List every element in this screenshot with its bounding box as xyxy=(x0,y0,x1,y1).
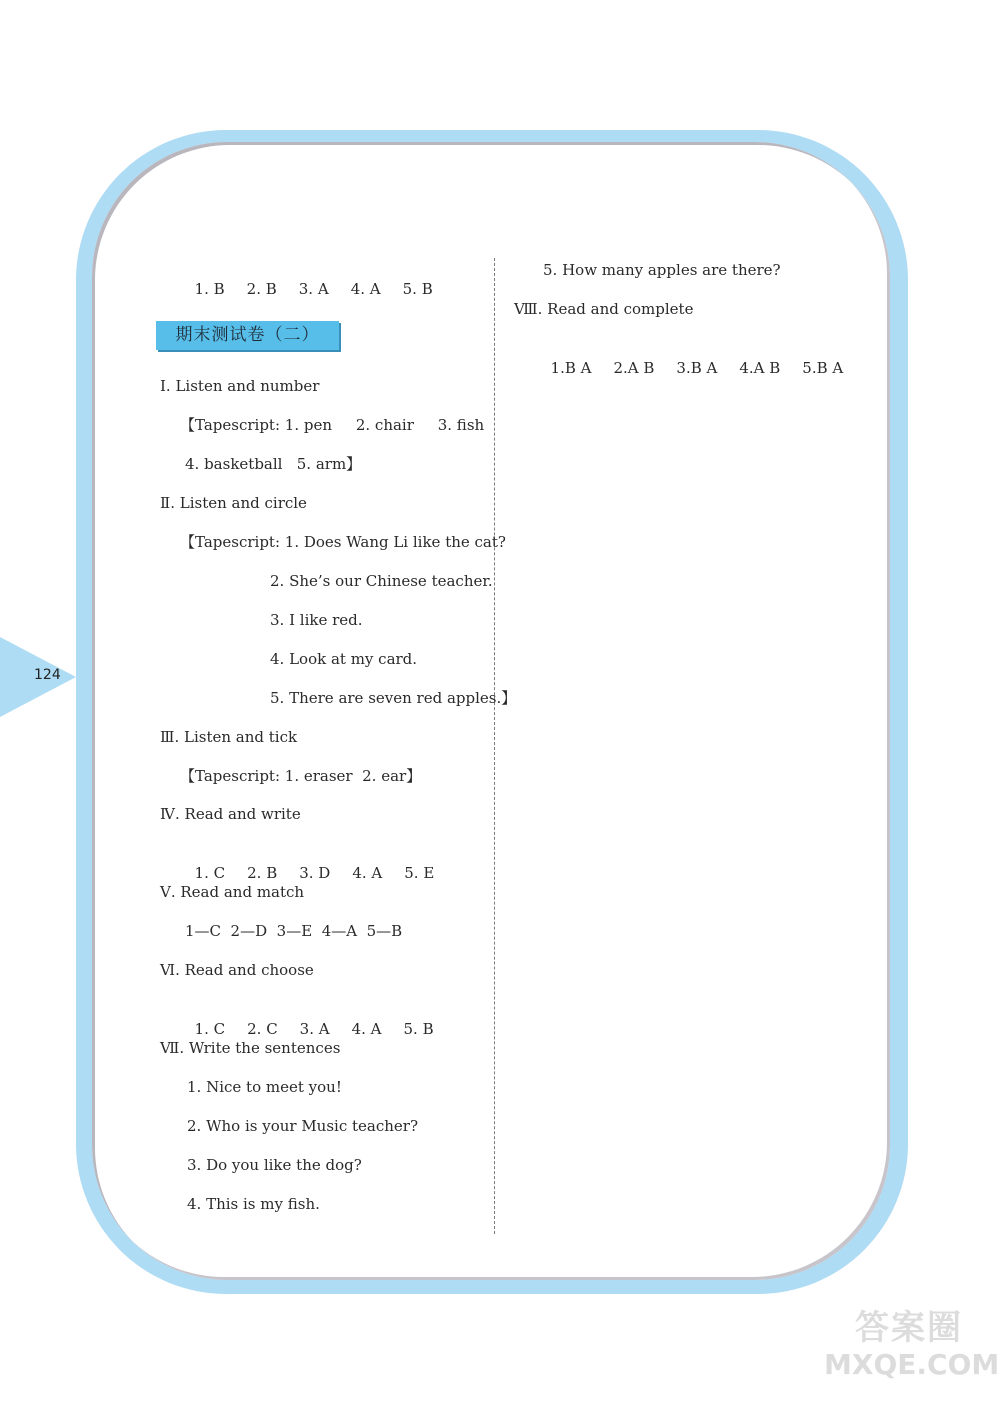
answer-row xyxy=(541,338,843,378)
column-divider xyxy=(494,258,495,1234)
tapescript-line: 3. I like red. xyxy=(270,611,363,629)
answer: 4. A xyxy=(350,280,381,298)
answer: 4. A xyxy=(351,1020,382,1038)
sentence-line: 3. Do you like the dog? xyxy=(187,1156,362,1174)
section-title: Ⅵ. Read and choose xyxy=(160,961,314,979)
tapescript-line: 2. She’s our Chinese teacher. xyxy=(270,572,493,590)
tapescript-line: 【Tapescript: 1. eraser 2. ear】 xyxy=(180,767,422,785)
sentence-line: 5. How many apples are there? xyxy=(543,261,781,279)
section-title: Ⅶ. Write the sentences xyxy=(160,1039,341,1057)
section-title: Ⅳ. Read and write xyxy=(160,805,301,823)
sentence-line: 1. Nice to meet you! xyxy=(187,1078,342,1096)
answer: 5. B xyxy=(403,1020,434,1038)
answer-row xyxy=(185,999,434,1039)
answer: 1.B A xyxy=(550,359,592,377)
answer: 5.B A xyxy=(802,359,844,377)
tapescript-line: 5. There are seven red apples.】 xyxy=(270,689,517,707)
answer: 1. C xyxy=(194,864,226,882)
sentence-line: 2. Who is your Music teacher? xyxy=(187,1117,419,1135)
section-title: Ⅲ. Listen and tick xyxy=(160,728,298,746)
section-heading: 期末测试卷（二） xyxy=(156,321,339,350)
tapescript-line: 4. Look at my card. xyxy=(270,650,418,668)
answer: 3. A xyxy=(298,280,329,298)
tapescript-line: 4. basketball 5. arm】 xyxy=(185,455,362,473)
watermark-text-cn: 答案圈 xyxy=(855,1308,963,1348)
sentence-line: 4. This is my fish. xyxy=(187,1195,320,1213)
section-title: Ⅴ. Read and match xyxy=(160,883,305,901)
answer: 4.A B xyxy=(739,359,781,377)
answer: 5. E xyxy=(404,864,435,882)
answer: 2. C xyxy=(247,1020,278,1038)
answer: 5. B xyxy=(402,280,433,298)
tapescript-line: 【Tapescript: 1. pen 2. chair 3. fish xyxy=(180,416,485,434)
answer: 3.B A xyxy=(676,359,718,377)
section-title: Ⅷ. Read and complete xyxy=(514,300,694,318)
watermark-text-en: MXQE.COM xyxy=(824,1348,1000,1381)
answer-row: 1—C 2—D 3—E 4—A 5—B xyxy=(185,922,403,940)
section-title: Ⅰ. Listen and number xyxy=(160,377,320,395)
answer: 2. B xyxy=(247,864,278,882)
answer: 3. D xyxy=(299,864,331,882)
page-number: 124 xyxy=(34,667,61,683)
answer-row xyxy=(185,843,434,883)
watermark-logo xyxy=(824,1308,1000,1382)
page-frame xyxy=(92,142,890,1280)
tapescript-line: 【Tapescript: 1. Does Wang Li like the cat? xyxy=(180,533,506,551)
answer: 2.A B xyxy=(613,359,655,377)
answer: 2. B xyxy=(246,280,277,298)
section-title: Ⅱ. Listen and circle xyxy=(160,494,307,512)
answer-row xyxy=(185,259,433,299)
answer: 1. B xyxy=(194,280,225,298)
answer: 4. A xyxy=(352,864,383,882)
answer: 3. A xyxy=(299,1020,330,1038)
answer: 1. C xyxy=(194,1020,226,1038)
